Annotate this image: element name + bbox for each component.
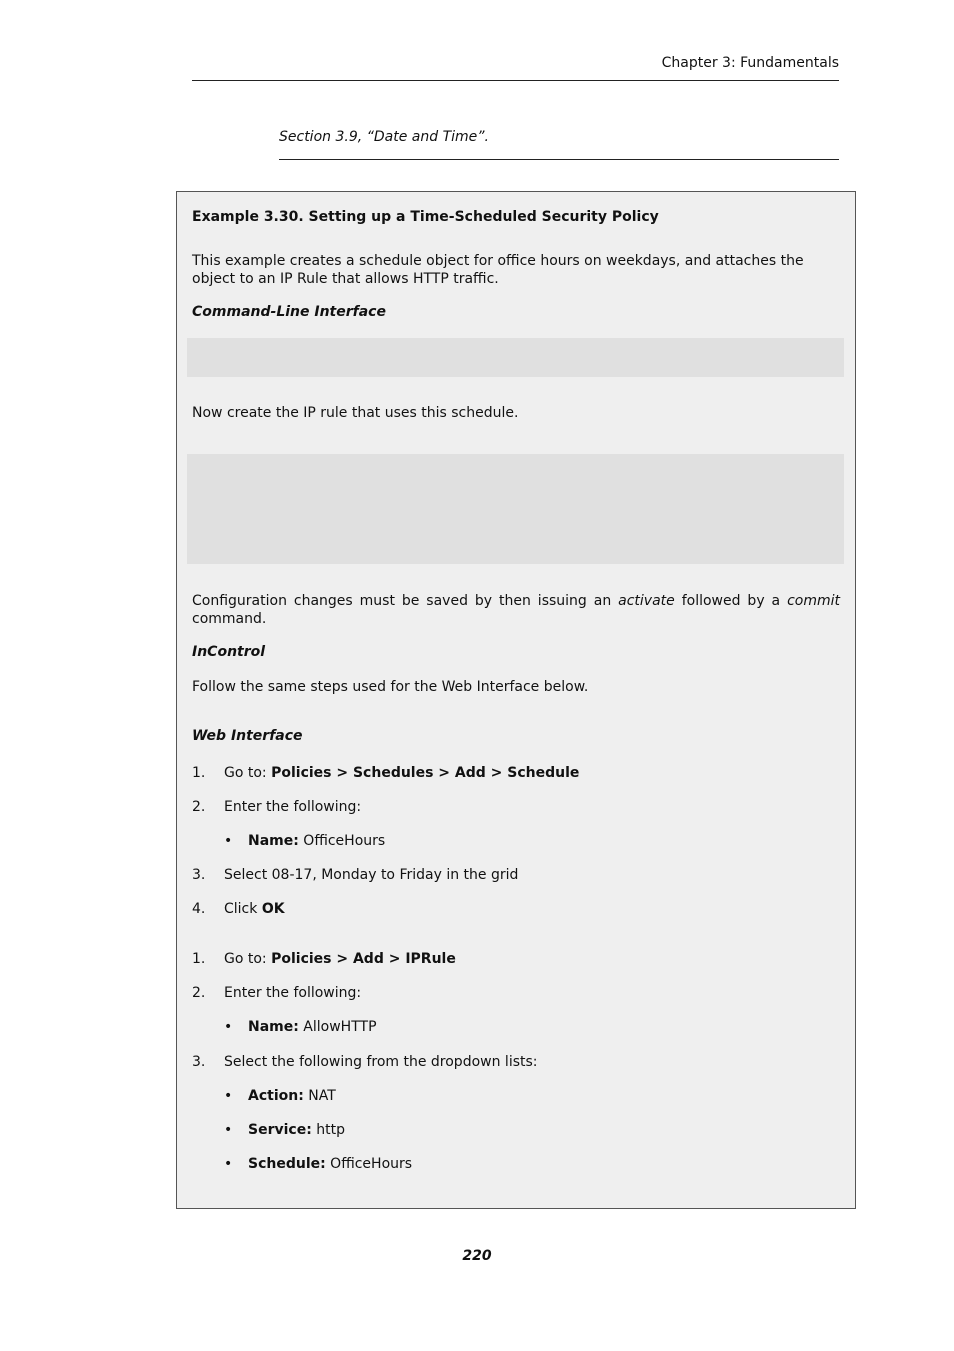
activate-term: activate (618, 593, 675, 609)
menu-path: Policies > Add > IPRule (271, 951, 456, 967)
config-note: Configuration changes must be saved by then issuing an activate followed by a commit command. (192, 593, 840, 627)
ok-label: OK (261, 901, 285, 917)
page-number: 220 (462, 1248, 492, 1264)
incontrol-heading: InControl (192, 644, 266, 660)
example-box: Example 3.30. Setting up a Time-Scheduled Security Policy This example creates a schedule object for office hours on weekdays, and attaches the object to an IP Rule that allows HTTP traffic. Command-Line Interface Now create the IP rule that uses this schedule. Configuration changes must be saved by then issuing an activate followed by a commit command. InControl Follow the same steps used for the Web Interface below. Web Interface 1. Go to: Policies > Schedules > Add > Schedule 2. Enter the following: • Name: OfficeHours 3. Select 08-17, Monday to Friday in the grid 4. Click OK 1. Go to: Policies > Add > IPRule 2. Enter the following: • Name: AllowHTTP 3. Select the following from the dropdown lists: • Action: NAT • Service: http • Schedule: OfficeHours (176, 191, 856, 1209)
running-header: Chapter 3: Fundamentals (661, 55, 839, 71)
header-divider (192, 80, 839, 81)
commit-term: commit (787, 593, 840, 609)
incontrol-text: Follow the same steps used for the Web Interface below. (192, 679, 589, 695)
example-intro: This example creates a schedule object for office hours on weekdays, and attaches the object to an IP Rule that allows HTTP traffic. (192, 253, 804, 287)
web-interface-heading: Web Interface (192, 728, 303, 744)
cli-code-block-schedule (187, 338, 844, 377)
cli-next-text: Now create the IP rule that uses this schedule. (192, 405, 519, 421)
example-title: Example 3.30. Setting up a Time-Scheduled Security Policy (192, 209, 659, 225)
cli-code-block-iprule (187, 454, 844, 564)
section-reference: Section 3.9, “Date and Time”. (279, 129, 489, 145)
cli-heading: Command-Line Interface (192, 304, 386, 320)
reference-divider (279, 159, 839, 160)
menu-path: Policies > Schedules > Add > Schedule (271, 765, 580, 781)
